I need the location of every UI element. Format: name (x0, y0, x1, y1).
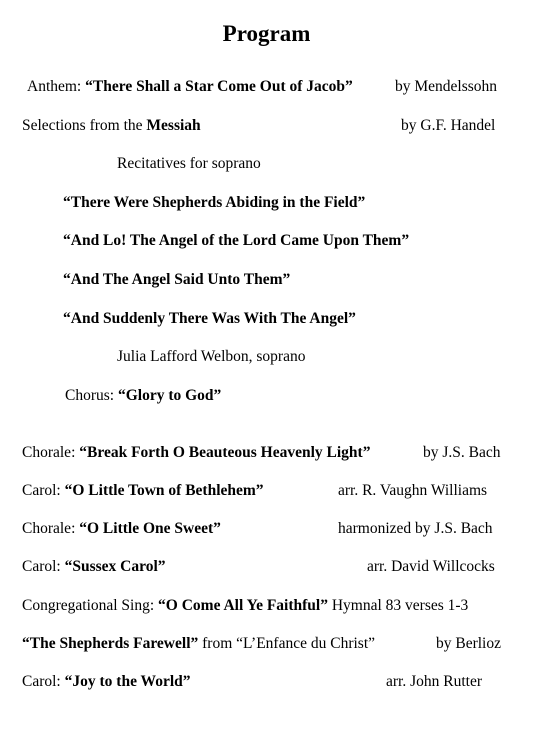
program-item-carol (22, 557, 166, 577)
item-composer: arr. David Willcocks (367, 558, 495, 575)
program-item-messiah (22, 116, 201, 136)
program-item-anthem (27, 77, 353, 97)
item-title: “The Shepherds Farewell” (22, 635, 199, 652)
program-item-berlioz (22, 634, 375, 654)
item-composer: by J.S. Bach (423, 444, 501, 461)
program-item-chorale (22, 519, 221, 539)
program-item-congregational (22, 596, 468, 616)
item-suffix: from “L’Enfance du Christ” (198, 635, 376, 652)
item-prefix: Anthem: (27, 78, 86, 95)
page-title: Program (222, 21, 311, 46)
item-composer: arr. John Rutter (386, 673, 482, 690)
item-title: “O Little One Sweet” (79, 520, 221, 537)
recitative-title: “And Suddenly There Was With The Angel” (63, 310, 356, 327)
item-title: “Sussex Carol” (64, 558, 166, 575)
item-prefix: Carol: (22, 482, 65, 499)
item-suffix: Hymnal 83 verses 1-3 (327, 597, 469, 614)
item-title: “O Come All Ye Faithful” (158, 597, 328, 614)
item-prefix: Carol: (22, 558, 65, 575)
item-prefix: Carol: (22, 673, 65, 690)
item-prefix: Selections from the (22, 117, 147, 134)
program-item-carol (22, 672, 191, 692)
item-title: “There Shall a Star Come Out of Jacob” (85, 78, 353, 95)
item-composer: by Berlioz (436, 635, 501, 652)
item-title: “Joy to the World” (64, 673, 191, 690)
item-prefix: Congregational Sing: (22, 597, 159, 614)
item-composer: harmonized by J.S. Bach (338, 520, 493, 537)
item-title: “Break Forth O Beauteous Heavenly Light” (79, 444, 371, 461)
item-prefix: Chorale: (22, 520, 80, 537)
program-item-chorus (65, 386, 221, 406)
item-prefix: Chorale: (22, 444, 80, 461)
recitative-title: “There Were Shepherds Abiding in the Field” (63, 194, 366, 211)
item-title: “Glory to God” (117, 387, 222, 404)
item-composer: by Mendelssohn (395, 78, 498, 95)
program-item-carol (22, 481, 264, 501)
item-title: Messiah (146, 117, 201, 134)
item-composer: by G.F. Handel (401, 117, 496, 134)
program-item-chorale (22, 443, 370, 463)
item-composer: arr. R. Vaughn Williams (338, 482, 488, 499)
item-prefix: Chorus: (65, 387, 118, 404)
recitative-title: “And The Angel Said Unto Them” (63, 271, 291, 288)
soloist-credit: Julia Lafford Welbon, soprano (117, 348, 306, 365)
item-title: “O Little Town of Bethlehem” (64, 482, 264, 499)
program-subheading: Recitatives for soprano (117, 155, 261, 172)
recitative-title: “And Lo! The Angel of the Lord Came Upon Them” (63, 232, 410, 249)
